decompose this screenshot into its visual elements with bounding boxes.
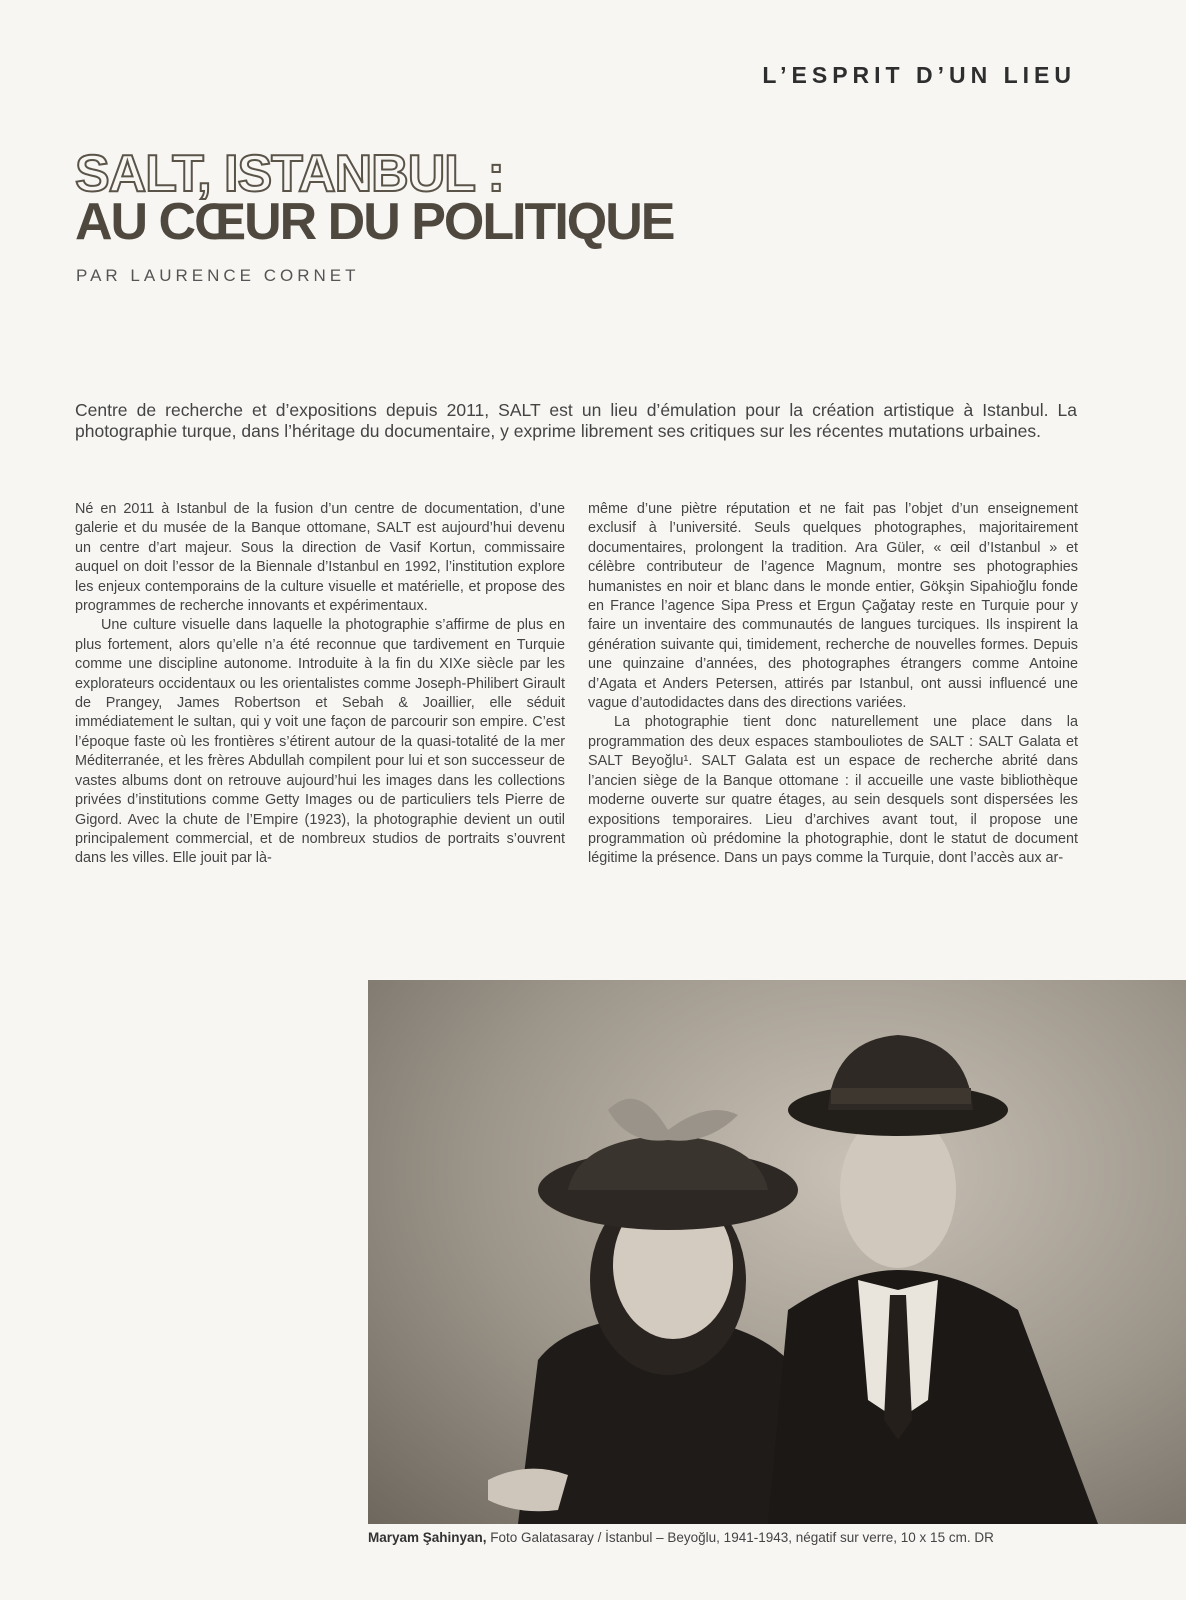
lead-paragraph: Centre de recherche et d’expositions depuis 2011, SALT est un lieu d’émulation pour la création artistique à Istanbul. La photographie turque, dans l’héritage du documentaire, y exprime librement ses critiques sur les récentes mutations urbaines. xyxy=(75,400,1077,441)
body-paragraph: même d’une piètre réputation et ne fait pas l’objet d’un enseignement exclusif à l’université. Seuls quelques photographes, majoritairement documentaires, prolongent la tradition. Ara Güler, « œil d’Istanbul » et célèbre contributeur de l’agence Magnum, montre ses photographies humanistes en noir et blanc dans le monde entier, Gökşin Sipahioğlu fonde en France l’agence Sipa Press et Ergun Çağatay reste en Turquie pour y faire un inventaire des communautés de langues turciques. Ils inspirent la génération suivante qui, timidement, recherche de nouvelles formes. Depuis une quinzaine d’années, des photographes étrangers comme Antoine d’Agata et Anders Petersen, attirés par Istanbul, ont aussi influencé une vague d’autodidactes dans des directions variées. xyxy=(588,501,1078,712)
article-title-line-2: AU CŒUR DU POLITIQUE xyxy=(75,193,674,251)
caption-author: Maryam Şahinyan, xyxy=(368,1530,487,1545)
section-tag: L’ESPRIT D’UN LIEU xyxy=(762,62,1076,88)
photo-caption xyxy=(368,1530,1186,1545)
body-paragraph: La photographie tient donc naturellement une place dans la programmation des deux espaces stambouliotes de SALT : SALT Galata et SALT Beyoğlu¹. SALT Galata est un espace de recherche abrité dans l’ancien siège de la Banque ottomane : il accueille une vaste bibliothèque moderne ouverte sur quatre étages, au sein desquels sont dispersées les expositions temporaires. Lieu d’archives avant tout, il propose une programmation où prédomine la photographie, dont le statut de document légitime la présence. Dans un pays comme la Turquie, dont l’accès aux ar- xyxy=(588,714,1078,867)
body-column-left xyxy=(75,500,565,869)
body-paragraph: Né en 2011 à Istanbul de la fusion d’un centre de documentation, d’une galerie et du musée de la Banque ottomane, SALT est aujourd’hui devenu un centre d’art majeur. Sous la direction de Vasif Kortun, commissaire auquel on doit l’essor de la Biennale d’Istanbul en 1992, l’institution explore les enjeux contemporains de la culture visuelle et matérielle, et propose des programmes de recherche innovants et expérimentaux. xyxy=(75,501,565,615)
body-paragraph: Une culture visuelle dans laquelle la photographie s’affirme de plus en plus fortement, alors qu’elle n’a été reconnue que tardivement en Turquie comme une discipline autonome. Introduite à la fin du XIXe siècle par les explorateurs occidentaux ou les orientalistes comme Joseph-Philibert Girault de Prangey, James Robertson et Sebah & Joaillier, elle séduit immédiatement le sultan, qui y voit une façon de parcourir son empire. C’est l’époque faste où les frontières s’étirent autour de la quasi-totalité de la mer Méditerranée, et les frères Abdullah compilent pour lui et son successeur de vastes albums dont on retrouve aujourd’hui les images dans les collections privées d’institutions comme Getty Images ou de particuliers tels Pierre de Gigord. Avec la chute de l’Empire (1923), la photographie devient un outil principalement commercial, et de nombreux studios de portraits s’ouvrent dans les villes. Elle jouit par là- xyxy=(75,617,565,867)
man-hat-band xyxy=(831,1088,971,1104)
portrait-photograph xyxy=(368,980,1186,1524)
woman-hand-shape xyxy=(488,1469,568,1512)
article-title-line-1: SALT, ISTANBUL : xyxy=(75,145,504,203)
byline: PAR LAURENCE CORNET xyxy=(76,266,360,285)
hat-bow-shape xyxy=(608,1099,738,1141)
body-column-right xyxy=(588,500,1078,869)
caption-text: Foto Galatasaray / İstanbul – Beyoğlu, 1941-1943, négatif sur verre, 10 x 15 cm. DR xyxy=(486,1530,994,1545)
woman-hat-crown xyxy=(568,1135,768,1190)
